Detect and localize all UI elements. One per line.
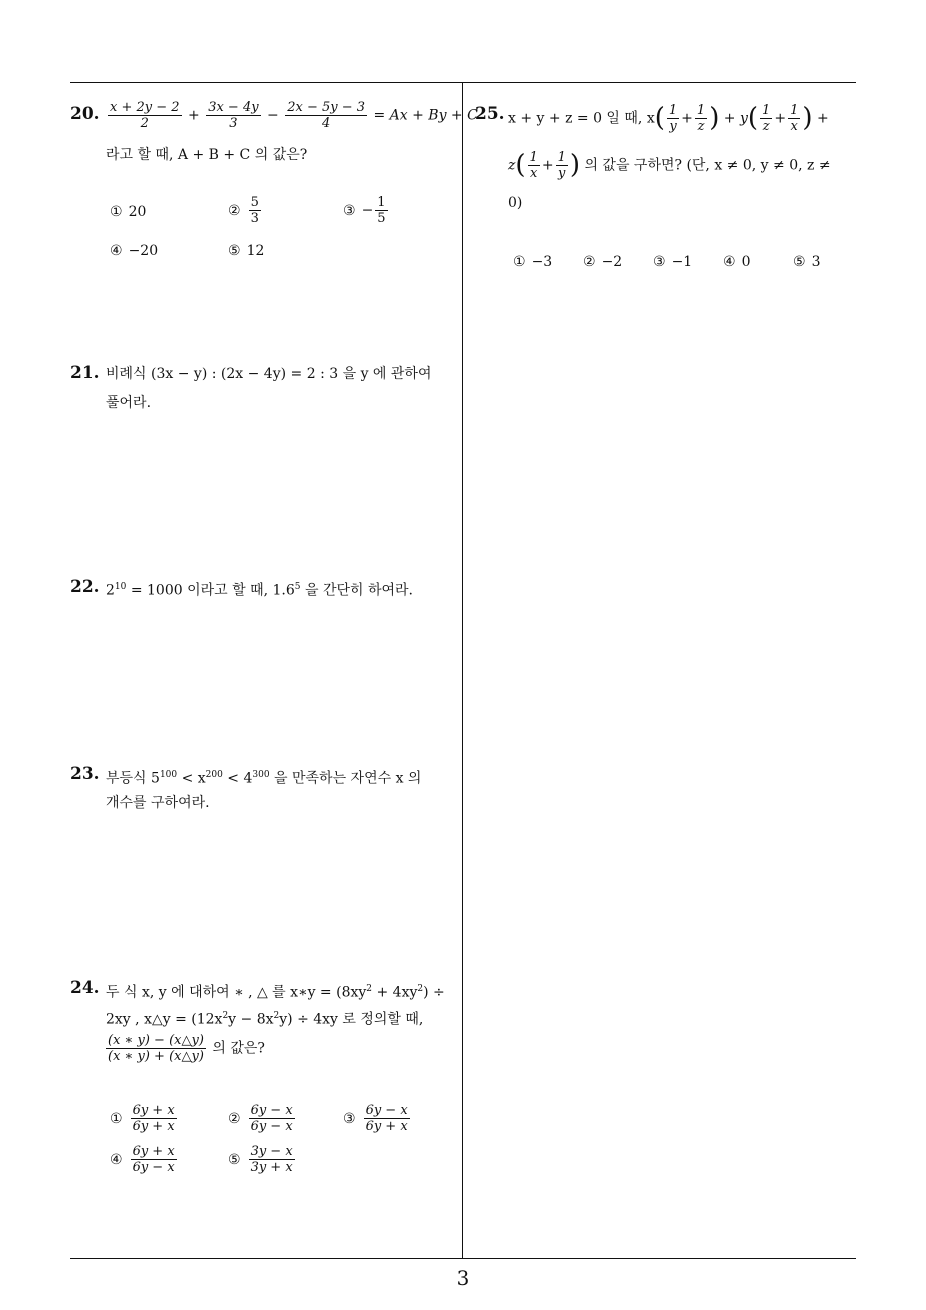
- column-divider: [462, 82, 463, 1259]
- fraction: $\frac{5}{3}$: [250, 195, 259, 226]
- choice-3[interactable]: ③ −1: [653, 254, 693, 270]
- question-25-line1: x + y + z = 0 일 때, x( $\frac{1}{y}$ + $\frac{1}{z}$ ) + y( $\frac{1}{z}$ + $\frac{1}{x}$ ) +: [508, 103, 829, 134]
- page-number: 3: [456, 1266, 470, 1290]
- choice-5[interactable]: ⑤ 12: [228, 243, 265, 259]
- choice-5[interactable]: ⑤ $\frac{3y - x}{3y + x}$: [228, 1144, 293, 1175]
- question-25-line2: z( $\frac{1}{x}$ + $\frac{1}{y}$ ) 의 값을 구하면? (단, x ≠ 0, y ≠ 0, z ≠: [508, 150, 831, 181]
- question-number: 25.: [475, 104, 505, 124]
- question-24-line2: 2xy , x△y = $(12x^2y - 8x^2y) \div 4xy$ 로 정의할 때,: [106, 1011, 424, 1028]
- question-number: 24.: [70, 978, 100, 998]
- fraction: $\frac{1}{z}$: [762, 103, 771, 134]
- question-number: 22.: [70, 577, 100, 597]
- question-21-line2: 풀어라.: [106, 395, 152, 411]
- fraction: $\frac{1}{y}$: [557, 150, 566, 181]
- fraction: $\frac{3x - 4y}{3}$: [208, 100, 259, 131]
- choice-1[interactable]: ① −3: [513, 254, 553, 270]
- question-20-line1: $\frac{x + 2y - 2}{2}$ + $\frac{3x - 4y}{3}$ − $\frac{2x - 5y - 3}{4}$ = Ax + By + C: [110, 100, 478, 131]
- choice-4[interactable]: ④ $\frac{6y + x}{6y - x}$: [110, 1144, 175, 1175]
- question-25-line3: 0): [508, 195, 523, 211]
- choice-2[interactable]: ② −2: [583, 254, 623, 270]
- choice-1[interactable]: ① $\frac{6y + x}{6y + x}$: [110, 1103, 175, 1134]
- fraction: $\frac{1}{x}$: [529, 150, 538, 181]
- choice-5[interactable]: ⑤ 3: [793, 254, 821, 270]
- question-22-line1: $2^{10} = 1000$ 이라고 할 때, $1.6^5$ 을 간단히 하여라.: [106, 582, 413, 599]
- fraction: $\frac{2x - 5y - 3}{4}$: [287, 100, 366, 131]
- choice-3[interactable]: ③ $\frac{6y - x}{6y + x}$: [343, 1103, 408, 1134]
- bottom-rule: [70, 1258, 856, 1259]
- question-number: 21.: [70, 363, 100, 383]
- fraction: $\frac{6y + x}{6y + x}$: [132, 1103, 175, 1134]
- fraction: $\frac{1}{y}$: [668, 103, 678, 134]
- fraction: $\frac{6y + x}{6y - x}$: [132, 1144, 175, 1175]
- question-23-line1: 부등식 $5^{100} < x^{200} < 4^{300}$ 을 만족하는 자연수 x 의: [106, 770, 422, 787]
- choice-2[interactable]: ② $\frac{5}{3}$: [228, 195, 259, 226]
- choice-3[interactable]: ③ − $\frac{1}{5}$: [343, 195, 386, 226]
- fraction: $\frac{1}{5}$: [377, 195, 386, 226]
- question-23-line2: 개수를 구하여라.: [106, 795, 210, 811]
- question-20-line2: 라고 할 때, A + B + C 의 값은?: [106, 147, 308, 163]
- fraction: $\frac{6y - x}{6y + x}$: [365, 1103, 408, 1134]
- question-number: 23.: [70, 764, 100, 784]
- top-rule: [70, 82, 856, 83]
- fraction: $\frac{1}{x}$: [790, 103, 799, 134]
- fraction: $\frac{6y - x}{6y - x}$: [250, 1103, 293, 1134]
- fraction: $\frac{(x ∗ y) - (x\triangle y)}{(x ∗ y) + (x\triangle y)}$: [108, 1033, 204, 1064]
- fraction: $\frac{1}{z}$: [696, 103, 706, 134]
- fraction: $\frac{x + 2y - 2}{2}$: [110, 100, 180, 131]
- question-24-line1: 두 식 x, y 에 대하여 ∗ , △ 를 x∗y = $(8xy^2 + 4xy^2)$ ÷: [106, 984, 445, 1001]
- choice-4[interactable]: ④ −20: [110, 243, 159, 259]
- question-24-line3: $\frac{(x ∗ y) - (x\triangle y)}{(x ∗ y) + (x\triangle y)}$ 의 값은?: [108, 1033, 265, 1064]
- choice-1[interactable]: ① 20: [110, 204, 147, 220]
- question-21-line1: 비례식 (3x − y) : (2x − 4y) = 2 : 3 을 y 에 관하여: [106, 366, 432, 382]
- question-number: 20.: [70, 104, 100, 124]
- fraction: $\frac{3y - x}{3y + x}$: [250, 1144, 293, 1175]
- choice-2[interactable]: ② $\frac{6y - x}{6y - x}$: [228, 1103, 293, 1134]
- choice-4[interactable]: ④ 0: [723, 254, 751, 270]
